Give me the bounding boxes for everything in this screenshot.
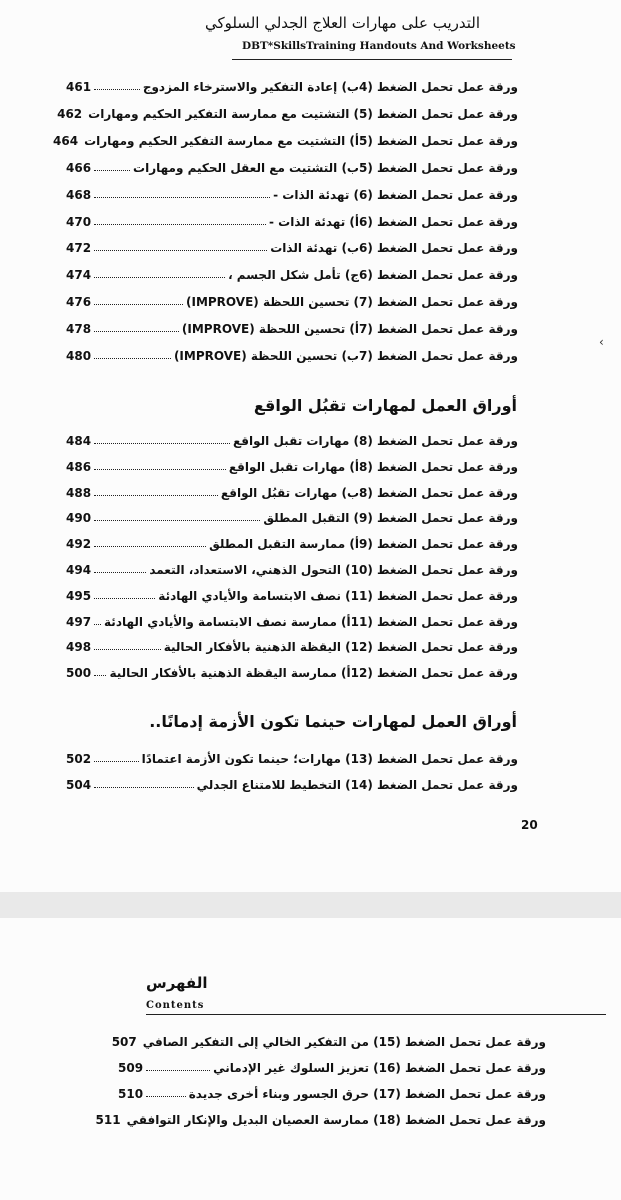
dot-leader <box>94 277 225 278</box>
toc-entry-title: ورقة عمل تحمل الضغط (14) التخطيط للامتناع الجدلي <box>196 778 518 792</box>
toc-entry-title: ورقة عمل تحمل الضغط (11أ) ممارسة نصف الابتسامة والأيادي الهادئة <box>104 614 518 629</box>
toc-entry-page-number: 472 <box>66 241 92 256</box>
toc-entry-title: ورقة عمل تحمل الضغط (6أ) تهدئة الذات - <box>269 214 518 229</box>
toc-entry-title: ورقة عمل تحمل الضغط (9أ) ممارسة التقبل المطلق <box>209 537 518 552</box>
toc-entry <box>66 557 518 577</box>
header-english-title: Contents <box>146 1000 205 1011</box>
toc-entry-title: ورقة عمل تحمل الضغط (7أ) تحسين اللحظة (IMPROVE) <box>181 322 518 337</box>
toc-entry-title: ورقة عمل تحمل الضغط (6ج) تأمل شكل الجسم ، <box>228 268 518 283</box>
toc-entry-title: ورقة عمل تحمل الضغط (9) التقبل المطلق <box>263 511 518 526</box>
toc-entry <box>66 772 518 792</box>
dot-leader <box>94 495 218 496</box>
dot-leader <box>94 761 139 762</box>
toc-entry-page-number: 494 <box>66 563 92 577</box>
document-page-2 <box>0 918 621 1200</box>
toc-entry-page-number: 484 <box>66 434 92 448</box>
toc-entry <box>66 583 518 603</box>
toc-entry-title: ورقة عمل تحمل الضغط (17) حرق الجسور وبناء أخرى جديدة <box>188 1087 546 1101</box>
toc-entry <box>66 289 518 309</box>
dot-leader <box>146 1096 186 1097</box>
toc-entry <box>66 505 518 525</box>
dot-leader <box>146 1070 210 1071</box>
dot-leader <box>94 197 270 198</box>
toc-entry <box>66 182 518 202</box>
toc-entry-page-number: 502 <box>66 752 92 766</box>
toc-entry-page-number: 498 <box>66 640 92 655</box>
toc-entry-page-number: 470 <box>66 214 92 229</box>
header-rule <box>146 1014 606 1015</box>
toc-entry-title: ورقة عمل تحمل الضغط (5ب) التشتيت مع العقل الحكيم ومهارات <box>133 160 518 175</box>
toc-entry-title: ورقة عمل تحمل الضغط (13) مهارات؛ حينما تكون الأزمة اعتمادًا <box>141 752 518 766</box>
toc-entry-title: ورقة عمل تحمل الضغط (7) تحسين اللحظة (IMPROVE) <box>186 295 518 310</box>
toc-entry-title: ورقة عمل تحمل الضغط (8ب) مهارات تقبُل الواقع <box>220 485 518 500</box>
toc-entry <box>57 101 518 121</box>
toc-entry <box>66 155 518 175</box>
toc-entry <box>53 128 518 148</box>
toc-entry-title: ورقة عمل تحمل الضغط (11) نصف الابتسامة والأيادي الهادئة <box>158 588 518 603</box>
toc-entry-title: ورقة عمل تحمل الضغط (6ب) تهدئة الذات <box>270 241 518 256</box>
dot-leader <box>94 787 194 788</box>
dot-leader <box>94 331 179 332</box>
toc-entry-page-number: 509 <box>118 1061 144 1075</box>
dot-leader <box>94 469 226 470</box>
toc-entry-title: ورقة عمل تحمل الضغط (7ب) تحسين اللحظة (IMPROVE) <box>173 349 518 363</box>
toc-entry <box>66 262 518 282</box>
toc-entry-page-number: 488 <box>66 485 92 500</box>
dot-leader <box>94 358 171 359</box>
toc-entry <box>66 480 518 500</box>
toc-entry <box>66 74 518 94</box>
toc-entry-page-number: 462 <box>57 106 83 121</box>
dot-leader <box>94 546 206 547</box>
toc-entry <box>95 1107 546 1127</box>
toc-entry <box>66 209 518 229</box>
dot-leader <box>94 649 161 650</box>
toc-entry <box>66 454 518 474</box>
toc-entry-page-number: 486 <box>66 459 92 474</box>
header-arabic-title: الفهرس <box>146 974 208 992</box>
toc-entry-title: ورقة عمل تحمل الضغط (12أ) ممارسة اليقظة الذهنية بالأفكار الحالية <box>109 666 518 681</box>
toc-entry <box>66 660 518 680</box>
toc-entry-page-number: 480 <box>66 349 92 363</box>
dot-leader <box>94 89 140 90</box>
toc-entry-page-number: 464 <box>53 133 79 148</box>
page-number: 20 <box>521 818 538 832</box>
toc-entry-page-number: 474 <box>66 268 92 283</box>
toc-entry <box>111 1029 546 1049</box>
toc-entry <box>118 1081 546 1101</box>
toc-entry-page-number: 492 <box>66 537 92 552</box>
toc-entry-title: ورقة عمل تحمل الضغط (5) التشتيت مع ممارسة التفكير الحكيم ومهارات <box>88 106 518 121</box>
toc-entry-title: ورقة عمل تحمل الضغط (16) تعزيز السلوك غير الإدماني <box>213 1061 546 1075</box>
dot-leader <box>94 224 266 225</box>
toc-entry-title: ورقة عمل تحمل الضغط (8) مهارات تقبل الواقع <box>232 434 518 448</box>
toc-entry-title: ورقة عمل تحمل الضغط (5أ) التشتيت مع ممارسة التفكير الحكيم ومهارات <box>84 133 518 148</box>
toc-entry-title: ورقة عمل تحمل الضغط (8أ) مهارات تقبل الواقع <box>228 459 518 474</box>
toc-entry <box>66 428 518 448</box>
header-english-title: DBT*SkillsTraining Handouts And Worksheets <box>242 40 516 52</box>
toc-entry-title: ورقة عمل تحمل الضغط (12) اليقظة الذهنية بالأفكار الحالية <box>163 640 518 655</box>
toc-entry-page-number: 476 <box>66 295 92 310</box>
toc-entry <box>66 634 518 654</box>
toc-entry-page-number: 466 <box>66 160 92 175</box>
dot-leader <box>94 572 146 573</box>
toc-entry-page-number: 500 <box>66 666 92 681</box>
dot-leader <box>94 443 230 444</box>
toc-entry-title: ورقة عمل تحمل الضغط (10) التحول الذهني، الاستعداد، التعمد <box>149 563 518 577</box>
dot-leader <box>94 304 183 305</box>
dot-leader <box>94 675 106 676</box>
section-heading-addiction-crisis: أوراق العمل لمهارات حينما تكون الأزمة إدمانًا.. <box>149 712 517 731</box>
dot-leader <box>94 520 260 521</box>
header-arabic-title: التدريب على مهارات العلاج الجدلي السلوكي <box>204 14 480 32</box>
toc-entry-page-number: 461 <box>66 80 92 94</box>
header-rule <box>232 59 512 60</box>
toc-entry-page-number: 507 <box>111 1035 137 1049</box>
toc-entry <box>66 235 518 255</box>
dot-leader <box>94 624 101 625</box>
toc-entry-page-number: 504 <box>66 778 92 792</box>
toc-entry-page-number: 478 <box>66 322 92 337</box>
dot-leader <box>94 250 267 251</box>
toc-entry-page-number: 510 <box>118 1087 144 1101</box>
toc-entry-title: ورقة عمل تحمل الضغط (15) من التفكير الخالي إلى التفكير الصافي <box>142 1035 546 1049</box>
toc-entry-title: ورقة عمل تحمل الضغط (18) ممارسة العصيان البديل والإنكار التوافقي <box>126 1113 546 1127</box>
dot-leader <box>94 598 155 599</box>
section-heading-reality-acceptance: أوراق العمل لمهارات تقبُل الواقع <box>253 396 517 415</box>
toc-entry-title: ورقة عمل تحمل الضغط (4ب) إعادة التفكير والاسترخاء المزدوج <box>142 80 518 94</box>
toc-entry-page-number: 490 <box>66 511 92 526</box>
toc-entry-page-number: 468 <box>66 187 92 202</box>
dot-leader <box>94 170 130 171</box>
toc-entry-page-number: 495 <box>66 588 92 603</box>
toc-entry-page-number: 511 <box>95 1113 121 1127</box>
margin-mark: ‹ <box>599 335 604 349</box>
toc-entry <box>118 1055 546 1075</box>
toc-entry <box>66 609 518 629</box>
toc-entry-title: ورقة عمل تحمل الضغط (6) تهدئة الذات - <box>273 187 518 202</box>
toc-entry <box>66 316 518 336</box>
toc-entry <box>66 746 518 766</box>
toc-entry <box>66 343 518 363</box>
toc-entry <box>66 531 518 551</box>
toc-entry-page-number: 497 <box>66 614 92 629</box>
